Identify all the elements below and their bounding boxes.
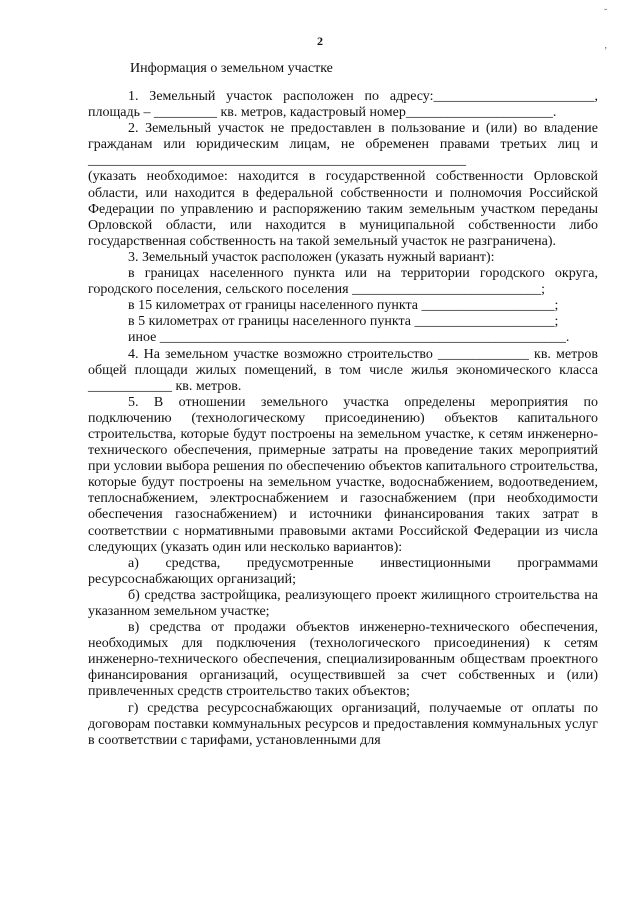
paragraph-4-construction: 4. На земельном участке возможно строительство _____________ кв. метров общей площади жилых помещений, в том числе жилья экономического класса ____________ кв. метров.: [88, 346, 598, 394]
document-body: [88, 89, 598, 749]
paragraph-1-address: 1. Земельный участок расположен по адресу:_______________________, площадь – _________ кв. метров, кадастровый номер_____________________.: [88, 89, 598, 121]
paragraph-3-option-other: иное __________________________________________________________.: [128, 330, 570, 346]
list-item-g: г) средства ресурсоснабжающих организаций, получаемые от оплаты по договорам поставки коммунальных ресурсов и предоставления коммунальных услуг в соответствии с тарифами, установленными для: [88, 700, 598, 748]
margin-mark-top: ˘: [604, 8, 608, 19]
list-item-v: в) средства от продажи объектов инженерно-технического обеспечения, необходимых для подключения (технологического присоединения) к сетям инженерно-технического обеспечения, специализированным обществам проектного финансирования организаций, осуществившей за счет собственных и (или) привлеченных средств строительство таких объектов;: [88, 620, 598, 700]
paragraph-3-option-15km: в 15 километрах от границы населенного пункта ___________________;: [128, 298, 559, 314]
margin-mark-side: ‚: [604, 40, 608, 51]
list-item-b: б) средства застройщика, реализующего проект жилищного строительства на указанном земельном участке;: [88, 587, 598, 619]
paragraph-5-utilities: 5. В отношении земельного участка определены мероприятия по подключению (технологическому присоединению) объектов капитального строительства, которые будут построены на земельном участке, к сетям инженерно-технического обеспечения, примерные затраты на проведение таких мероприятий при условии выбора решения по обеспечению объектов капитального строительства, которые будут построены на земельном участке, водоснабжением, водоотведением, теплоснабжением, электроснабжением и газоснабжением (при необходимости обеспечения газоснабжением) и источники финансирования таких затрат в соответствии с нормативными правовыми актами Российской Федерации из числа следующих (указать один или несколько вариантов):: [88, 394, 598, 555]
page-title: Информация о земельном участке: [130, 61, 333, 76]
paragraph-3-location: 3. Земельный участок расположен (указать нужный вариант):: [128, 249, 495, 265]
paragraph-3-option-5km: в 5 километрах от границы населенного пункта ____________________;: [128, 314, 559, 330]
page-number: 2: [317, 34, 323, 48]
list-item-a: а) средства, предусмотренные инвестиционными программами ресурсоснабжающих организаций;: [88, 555, 598, 587]
paragraph-2-encumbrance: 2. Земельный участок не предоставлен в пользование и (или) во владение гражданам или юридическим лицам, не обременен правами третьих лиц и ______________________________________________________: [88, 121, 598, 169]
paragraph-3-option-boundaries: в границах населенного пункта или на территории городского округа, городского поселения, сельского поселения ___________________________;: [88, 266, 598, 298]
paragraph-2-ownership-note: (указать необходимое: находится в государственной собственности Орловской области, или находится в федеральной собственности и полномочия Российской Федерации по управлению и распоряжению таким земельным участком переданы Орловской области, или находится в муниципальной собственности либо государственная собственность на такой земельный участок не разграничена).: [88, 169, 598, 249]
